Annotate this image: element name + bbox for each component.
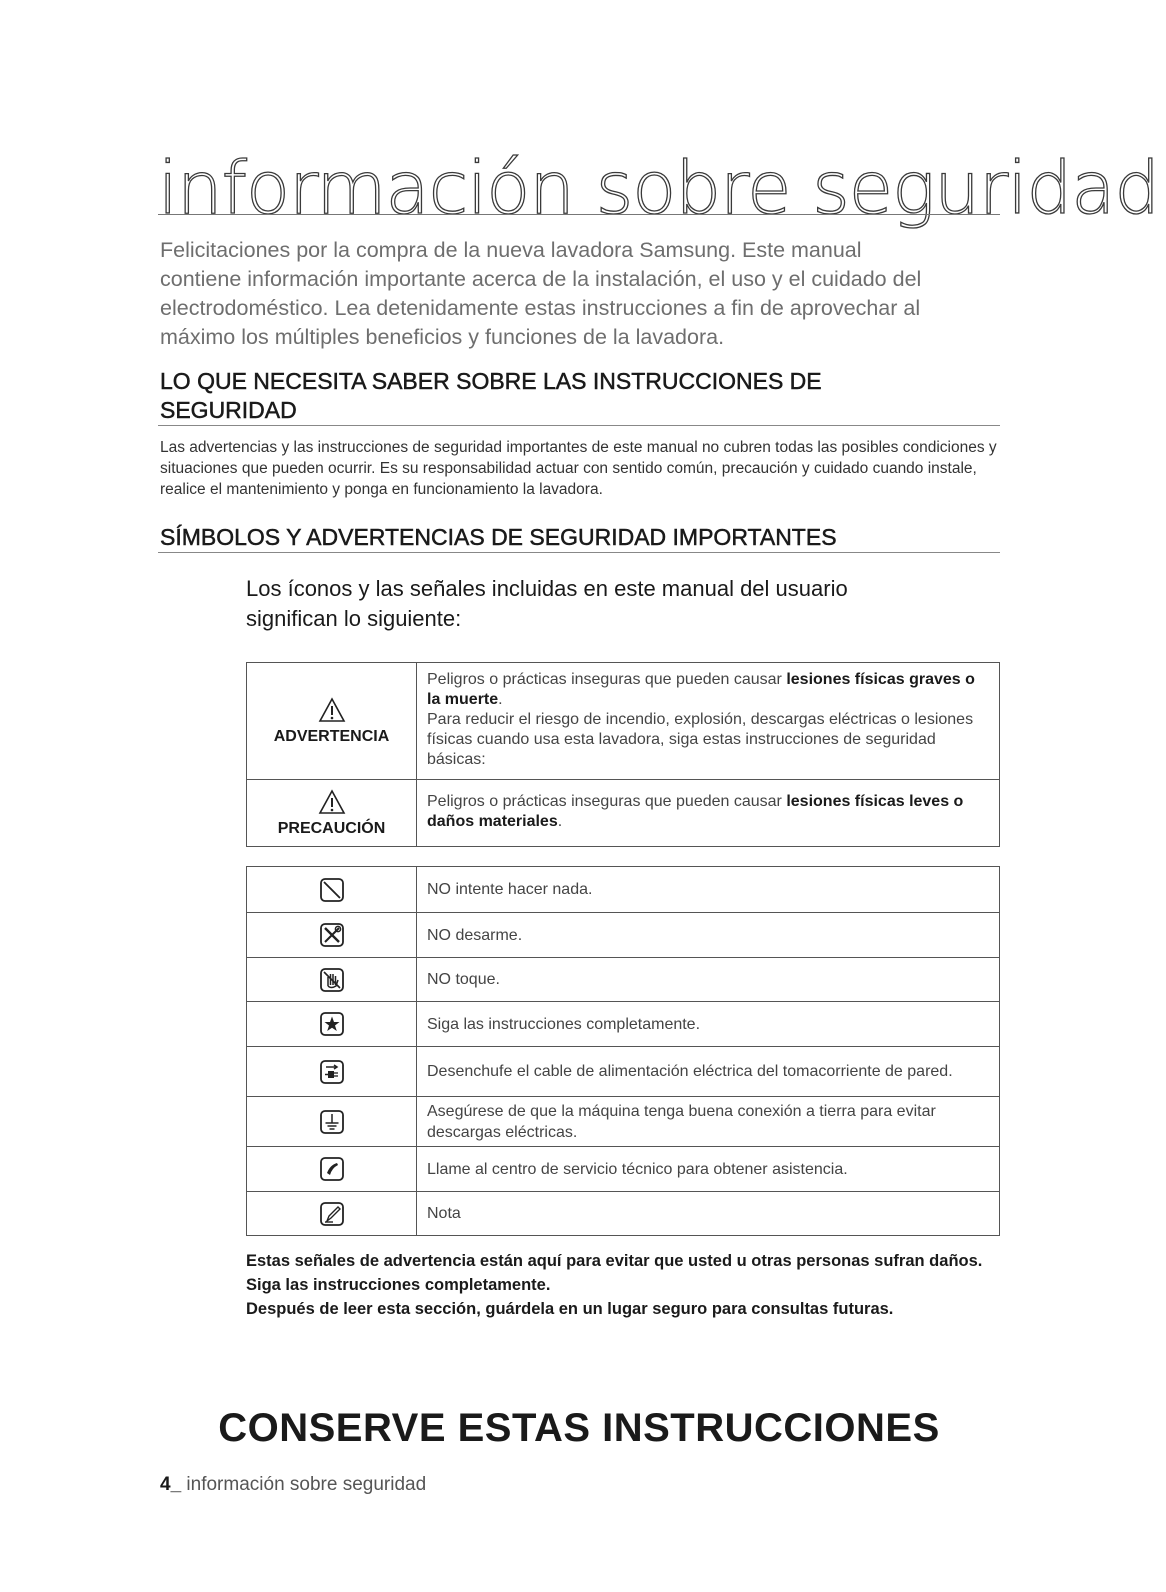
precaucion-text: Peligros o prácticas inseguras que pueden causar (427, 792, 787, 810)
symbol-text: Nota (417, 1192, 1000, 1236)
page-footer (160, 1474, 426, 1496)
symbol-icon-cell (247, 1047, 417, 1097)
section2-lead-line: Los íconos y las señales incluidas en este manual del usuario (246, 576, 848, 601)
symbols-table (246, 866, 1000, 1236)
symbol-text: Desenchufe el cable de alimentación eléctrica del tomacorriente de pared. (417, 1047, 1000, 1097)
closing-notice (246, 1249, 1006, 1321)
note-icon (319, 1201, 345, 1227)
ground-icon (319, 1109, 345, 1135)
precaucion-text-end: . (557, 812, 563, 830)
symbol-row (247, 1147, 1000, 1192)
closing-line: Siga las instrucciones completamente. (246, 1276, 551, 1294)
symbol-row (247, 1047, 1000, 1097)
symbol-row (247, 913, 1000, 958)
symbol-text: NO toque. (417, 958, 1000, 1002)
page-title: información sobre seguridad (158, 146, 1160, 230)
precaucion-bold-text: lesiones físicas leves o daños materiales (427, 792, 964, 830)
symbol-icon-cell (247, 1147, 417, 1192)
intro-line: Felicitaciones por la compra de la nueva lavadora Samsung. Este manual (160, 238, 862, 262)
intro-line: electrodoméstico. Lea detenidamente estas instrucciones a fin de aprovechar al (160, 296, 921, 320)
symbol-text: NO intente hacer nada. (417, 867, 1000, 913)
intro-line: contiene información importante acerca de la instalación, el uso y el cuidado del (160, 267, 922, 291)
symbol-row (247, 1192, 1000, 1236)
closing-line: Estas señales de advertencia están aquí para evitar que usted u otras personas sufran daños. (246, 1252, 983, 1270)
section2-lead (246, 574, 966, 634)
page-number: 4_ (160, 1474, 182, 1495)
precaucion-description (427, 792, 989, 832)
no-disassemble-icon (319, 922, 345, 948)
section1-body: Las advertencias y las instrucciones de seguridad importantes de este manual no cubren todas las posibles condiciones y situaciones que pueden ocurrir. Es su responsabilidad actuar con sentido común, precaución y cuidado cuando instale, realice el mantenimiento y ponga en funcionamiento la lavadora. (160, 439, 997, 498)
symbol-row (247, 1002, 1000, 1047)
symbol-text: Asegúrese de que la máquina tenga buena conexión a tierra para evitar descargas eléctricas. (417, 1097, 1000, 1147)
prohibited-icon (319, 877, 345, 903)
symbol-icon-cell (247, 1192, 417, 1236)
advertencia-label-cell (247, 663, 417, 780)
symbol-icon-cell (247, 913, 417, 958)
advertencia-detail: Para reducir el riesgo de incendio, explosión, descargas eléctricas o lesiones físicas cuando usa esta lavadora, siga estas instrucciones de seguridad básicas: (427, 710, 974, 768)
title-divider (158, 214, 1000, 215)
advertencia-text-end: . (498, 690, 503, 708)
advertencia-bold-text: lesiones físicas graves o la muerte (427, 670, 975, 708)
symbol-icon-cell (247, 1097, 417, 1147)
section1-divider (158, 425, 1000, 426)
precaucion-text-cell (417, 780, 1000, 847)
section2-divider (158, 552, 1000, 553)
advertencia-text-cell (417, 663, 1000, 780)
symbol-row (247, 958, 1000, 1002)
warning-row-advertencia (247, 663, 1000, 780)
unplug-icon (319, 1059, 345, 1085)
footer-label: información sobre seguridad (181, 1474, 427, 1495)
symbol-icon-cell (247, 867, 417, 913)
warning-row-precaucion (247, 780, 1000, 847)
precaucion-label-cell (247, 780, 417, 847)
advertencia-text: Peligros o prácticas inseguras que pueden causar (427, 670, 787, 688)
intro-line: máximo los múltiples beneficios y funciones de la lavadora. (160, 325, 725, 349)
no-touch-icon (319, 967, 345, 993)
precaucion-label: PRECAUCIÓN (277, 819, 386, 837)
keep-instructions-heading: CONSERVE ESTAS INSTRUCCIONES (218, 1406, 940, 1450)
warning-table (246, 662, 1000, 847)
symbol-text: Siga las instrucciones completamente. (417, 1002, 1000, 1047)
phone-icon (319, 1156, 345, 1182)
caution-triangle-icon (318, 789, 346, 815)
section1-heading-line: SEGURIDAD (160, 397, 297, 423)
symbol-icon-cell (247, 1002, 417, 1047)
section2-heading: SÍMBOLOS Y ADVERTENCIAS DE SEGURIDAD IMPORTANTES (160, 524, 837, 550)
closing-line: Después de leer esta sección, guárdela en un lugar seguro para consultas futuras. (246, 1300, 894, 1318)
star-icon (319, 1011, 345, 1037)
intro-paragraph (160, 236, 990, 352)
warning-triangle-icon (318, 697, 346, 723)
advertencia-label: ADVERTENCIA (273, 727, 390, 745)
symbol-row (247, 1097, 1000, 1147)
symbol-row (247, 867, 1000, 913)
section1-heading (160, 367, 990, 425)
symbol-text: Llame al centro de servicio técnico para obtener asistencia. (417, 1147, 1000, 1192)
symbol-text: NO desarme. (417, 913, 1000, 958)
section2-lead-line: significan lo siguiente: (246, 606, 462, 631)
advertencia-description (427, 670, 989, 710)
section1-heading-line: LO QUE NECESITA SABER SOBRE LAS INSTRUCCIONES DE (160, 368, 822, 394)
symbol-icon-cell (247, 958, 417, 1002)
